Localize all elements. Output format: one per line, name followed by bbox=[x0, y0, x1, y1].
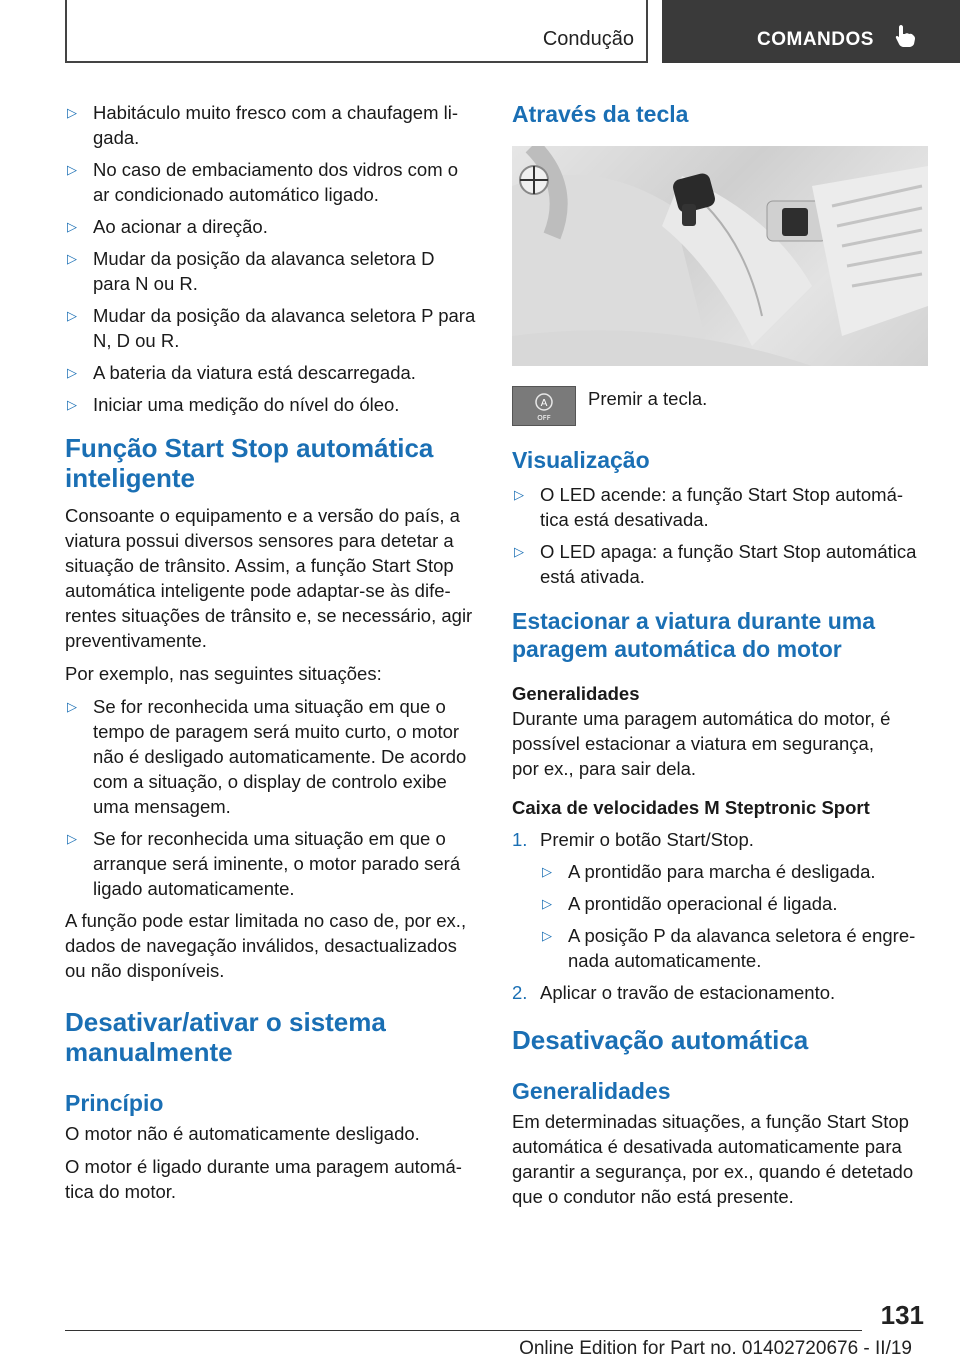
header-chapter-tab bbox=[662, 0, 960, 63]
auto-start-stop-off-button-icon bbox=[512, 386, 576, 426]
heading-display: Visualização bbox=[512, 447, 650, 473]
list-item: ▷ O LED apaga: a função Start Stop automática está ativada. bbox=[514, 541, 917, 587]
triangle-bullet-icon: ▷ bbox=[67, 105, 77, 120]
triangle-bullet-icon: ▷ bbox=[542, 896, 552, 911]
heading-gearbox: Caixa de velocidades M Steptronic Sport bbox=[512, 797, 870, 818]
paragraph-principle-1: O motor não é automaticamente desligado. bbox=[65, 1123, 420, 1144]
list-item: ▷ A prontidão operacional é ligada. bbox=[542, 893, 838, 914]
page-number: 131 bbox=[880, 1300, 924, 1330]
button-caption: Premir a tecla. bbox=[588, 388, 708, 409]
list-item: ▷ A prontidão para marcha é desligada. bbox=[542, 861, 876, 882]
heading-manual: Desativar/ativar o sistema manualmente bbox=[65, 1007, 386, 1067]
list-item: ▷ No caso de embaciamento dos vidros com o ar condicionado automático ligado. bbox=[67, 159, 459, 205]
header-section-tab bbox=[65, 0, 648, 63]
triangle-bullet-icon: ▷ bbox=[67, 397, 77, 412]
conditions-list bbox=[65, 100, 480, 417]
heading-general-1: Generalidades bbox=[512, 683, 640, 704]
heading-principle: Princípio bbox=[65, 1090, 164, 1116]
button-instruction-row bbox=[512, 386, 930, 436]
triangle-bullet-icon: ▷ bbox=[67, 162, 77, 177]
heading-park-vehicle: Estacionar a viatura durante uma paragem automática do motor bbox=[512, 608, 876, 662]
step-item: 2. Aplicar o travão de estacionamento. bbox=[512, 982, 836, 1003]
triangle-bullet-icon: ▷ bbox=[514, 487, 524, 502]
triangle-bullet-icon: ▷ bbox=[67, 308, 77, 323]
led-list bbox=[512, 482, 930, 589]
list-item: ▷ A posição P da alavanca seletora é engre- nada automaticamente. bbox=[542, 925, 916, 971]
list-item: ▷ A bateria da viatura está descarregada. bbox=[67, 362, 416, 383]
list-item: ▷ Iniciar uma medição do nível do óleo. bbox=[67, 394, 400, 415]
section-title: Condução bbox=[542, 28, 634, 50]
list-item: ▷ Se for reconhecida uma situação em que o arranque será iminente, o motor parado será ligado automaticamente. bbox=[67, 828, 461, 899]
triangle-bullet-icon: ▷ bbox=[514, 544, 524, 559]
triangle-bullet-icon: ▷ bbox=[67, 219, 77, 234]
svg-text:OFF: OFF bbox=[537, 414, 551, 422]
situations-list bbox=[65, 694, 480, 901]
triangle-bullet-icon: ▷ bbox=[67, 365, 77, 380]
list-item: ▷ O LED acende: a função Start Stop automá- tica está desativada. bbox=[514, 484, 904, 530]
list-item: ▷ Se for reconhecida uma situação em que o tempo de paragem será muito curto, o motor não é desligado automaticamente. De acordo com a situação, o display de controlo exibe uma mensagem. bbox=[67, 696, 467, 817]
triangle-bullet-icon: ▷ bbox=[67, 831, 77, 846]
step-substeps bbox=[540, 859, 930, 973]
paragraph-general-1: Durante uma paragem automática do motor, é possível estacionar a viatura em segurança, por ex., para sair dela. bbox=[512, 708, 891, 779]
steps-list bbox=[512, 827, 930, 1005]
list-item: ▷ Mudar da posição da alavanca seletora P para N, D ou R. bbox=[67, 305, 476, 351]
footer-divider bbox=[65, 1330, 862, 1331]
triangle-bullet-icon: ▷ bbox=[67, 699, 77, 714]
heading-general-2: Generalidades bbox=[512, 1078, 671, 1104]
triangle-bullet-icon: ▷ bbox=[542, 864, 552, 879]
list-item: ▷ Mudar da posição da alavanca seletora D para N ou R. bbox=[67, 248, 435, 294]
triangle-bullet-icon: ▷ bbox=[67, 251, 77, 266]
list-item: ▷ Ao acionar a direção. bbox=[67, 216, 268, 237]
heading-smart-start-stop: Função Start Stop automática inteligente bbox=[65, 433, 434, 493]
heading-auto-deactivation: Desativação automática bbox=[512, 1025, 809, 1055]
paragraph-smart-intro: Consoante o equipamento e a versão do país, a viatura possui diversos sensores para detetar a situação de trânsito. Assim, a função Start Stop automática inteligente pode adaptar-se às dife- rentes situações de trânsito e, se necessário, agir preventivamente. bbox=[65, 505, 473, 651]
step-item: 1. Premir o botão Start/Stop. ▷ A prontidão para marcha é desligada. ▷ A prontidão operacional é ligada. ▷ A posição P da alavanca seletora é engre- nada automaticamente. bbox=[512, 827, 930, 973]
chapter-title: COMANDOS bbox=[757, 29, 874, 50]
dashboard-illustration bbox=[512, 146, 928, 366]
list-item: ▷ Habitáculo muito fresco com a chaufagem li- gada. bbox=[67, 102, 459, 148]
edition-note: Online Edition for Part no. 01402720676 - II/19 bbox=[519, 1338, 912, 1359]
svg-text:A: A bbox=[540, 398, 548, 409]
heading-via-key: Através da tecla bbox=[512, 101, 689, 127]
paragraph-general-2: Em determinadas situações, a função Start Stop automática é desativada automaticamente para garantir a segurança, por ex., quando é detetado que o condutor não está presente. bbox=[512, 1111, 914, 1207]
pointing-hand-icon bbox=[894, 24, 916, 48]
triangle-bullet-icon: ▷ bbox=[542, 928, 552, 943]
paragraph-limited: A função pode estar limitada no caso de, por ex., dados de navegação inválidos, desactualizados ou não disponíveis. bbox=[65, 910, 467, 981]
dashboard-photo bbox=[512, 146, 928, 366]
paragraph-example: Por exemplo, nas seguintes situações: bbox=[65, 663, 382, 684]
paragraph-principle-2: O motor é ligado durante uma paragem automá- tica do motor. bbox=[65, 1156, 462, 1202]
left-column bbox=[65, 100, 480, 1204]
right-column bbox=[512, 100, 930, 1209]
